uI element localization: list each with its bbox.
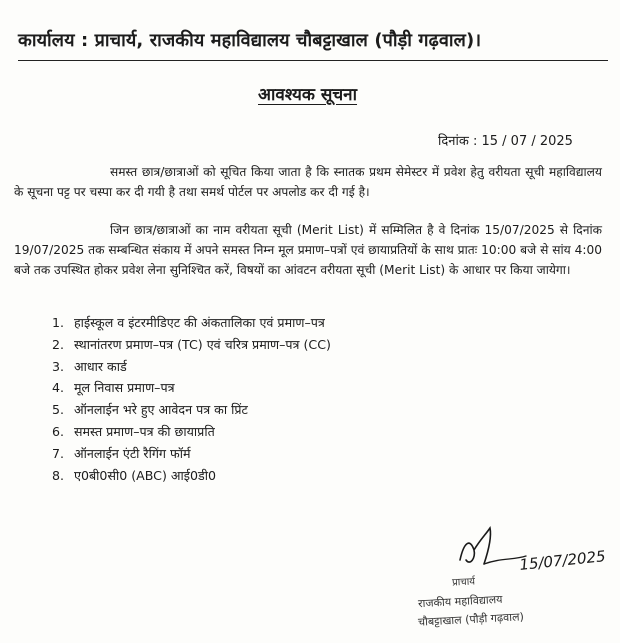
header-underline (18, 60, 608, 61)
notice-title: आवश्यक सूचना (258, 85, 358, 105)
body-paragraph-1 (14, 162, 602, 202)
paragraph-1-text: समस्त छात्र/छात्राओं को सूचित किया जाता है कि स्नातक प्रथम सेमेस्टर में प्रवेश हेतु वरीयता सूची महाविद्यालय के सूचना पट्ट पर चस्पा कर दी गयी है तथा समर्थ पोर्टल पर अपलोड कर दी गई है। (14, 165, 602, 199)
seal-title: प्राचार्य (451, 576, 476, 589)
list-item: 3. आधार कार्ड (52, 358, 127, 374)
list-item: 5. ऑनलाईन भरे हुए आवेदन पत्र का प्रिंट (52, 402, 248, 418)
list-item: 1. हाईस्कूल व इंटरमीडिएट की अंकतालिका एवं प्रमाण–पत्र (52, 315, 325, 330)
seal-college: राजकीय महाविद्यालय (417, 592, 503, 611)
list-item: 6. समस्त प्रमाण–पत्र की छायाप्रति (52, 423, 215, 439)
body-paragraph-2 (14, 220, 602, 280)
seal-place: चौबट्टाखाल (पौड़ी गढ़वाल) (417, 610, 525, 629)
paragraph-2-text: जिन छात्र/छात्राओं का नाम वरीयता सूची (Merit List) में सम्मिलित है वे दिनांक 15/07/2025 से दिनांक 19/07/2025 तक सम्बन्धित संकाय में अपने समस्त निम्न मूल प्रमाण–पत्रों एवं छायाप्रतियों के साथ प्रातः 10:00 बजे से सांय 4:00 बजे तक उपस्थित होकर प्रवेश लेना सुनिश्चित करें, विषयों का आंवटन वरीयता सूची (Merit List) के आधार पर किया जायेगा। (14, 223, 602, 277)
list-item: 8. ए0बी0सी0 (ABC) आई0डी0 (52, 467, 216, 483)
handwritten-signature (440, 520, 610, 580)
handwritten-date: 15/07/2025 (518, 547, 607, 574)
required-documents-list (52, 312, 331, 486)
date-value: 15 / 07 / 2025 (481, 134, 573, 149)
list-item: 7. ऑनलाईन एंटी रैगिंग फॉर्म (52, 445, 191, 461)
list-item: 2. स्थानांतरण प्रमाण–पत्र (TC) एवं चरित्र प्रमाण–पत्र (CC) (52, 336, 331, 352)
list-item: 4. मूल निवास प्रमाण–पत्र (52, 380, 175, 396)
notice-date (438, 131, 573, 149)
date-label: दिनांक : (438, 134, 478, 149)
office-header: कार्यालय : प्राचार्य, राजकीय महाविद्यालय चौबट्टाखाल (पौड़ी गढ़वाल)। (18, 30, 482, 51)
